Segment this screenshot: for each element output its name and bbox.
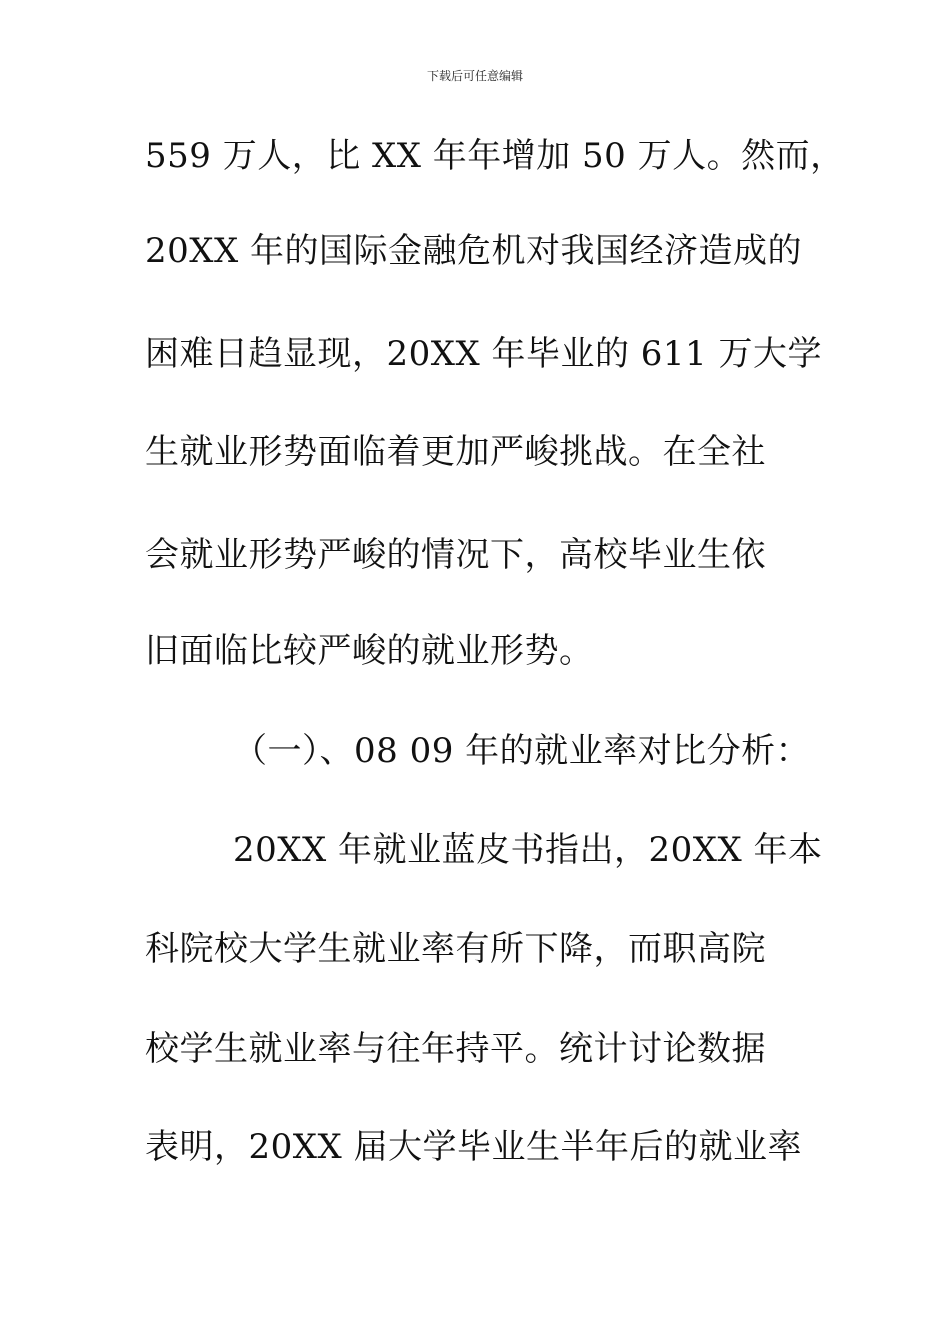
paragraph-line: 校学生就业率与往年持平。统计讨论数据 bbox=[145, 1029, 766, 1069]
page-header-note: 下载后可任意编辑 bbox=[426, 69, 523, 83]
paragraph-line: 20XX 年就业蓝皮书指出，20XX 年本 bbox=[233, 830, 823, 870]
section-heading: （一）、08 09 年的就业率对比分析： bbox=[233, 731, 811, 771]
paragraph-line: 生就业形势面临着更加严峻挑战。在全社 bbox=[145, 432, 766, 472]
paragraph-line: 科院校大学生就业率有所下降，而职高院 bbox=[145, 929, 766, 969]
paragraph-line: 困难日趋显现，20XX 年毕业的 611 万大学 bbox=[145, 334, 822, 374]
paragraph-line: 会就业形势严峻的情况下，高校毕业生依 bbox=[145, 535, 766, 575]
paragraph-line: 表明，20XX 届大学毕业生半年后的就业率 bbox=[145, 1127, 802, 1167]
paragraph-line: 20XX 年的国际金融危机对我国经济造成的 bbox=[145, 231, 802, 271]
paragraph-line: 559 万人，比 XX 年年增加 50 万人。然而， bbox=[145, 136, 845, 176]
paragraph-line: 旧面临比较严峻的就业形势。 bbox=[145, 631, 594, 671]
